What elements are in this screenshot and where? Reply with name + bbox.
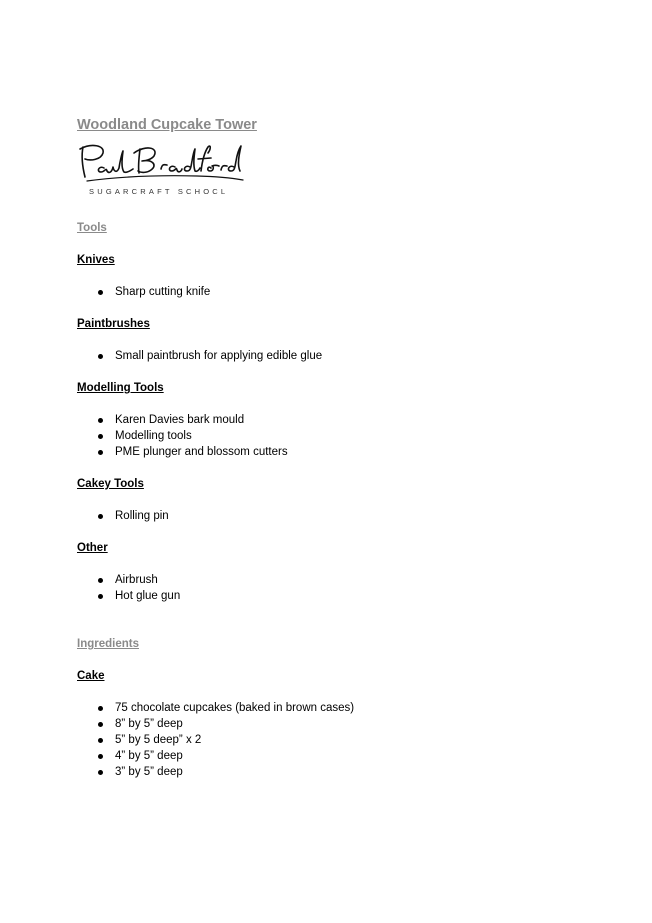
cakey-tools-heading: Cakey Tools <box>77 478 144 490</box>
bullet-icon <box>98 354 103 359</box>
bullet-icon <box>98 418 103 423</box>
modelling-tools-list <box>96 412 288 460</box>
signature-graphic <box>77 141 247 185</box>
cake-list <box>96 700 354 780</box>
modelling-tools-heading: Modelling Tools <box>77 382 164 394</box>
knives-heading: Knives <box>77 254 115 266</box>
list-item: 8” by 5” deep <box>96 716 354 732</box>
logo-subtitle: SUGARCRAFT SCHOCL <box>89 187 229 196</box>
bullet-icon <box>98 450 103 455</box>
ingredients-heading: Ingredients <box>77 638 139 650</box>
paintbrushes-list <box>96 348 322 364</box>
tools-heading: Tools <box>77 222 107 234</box>
list-item: Sharp cutting knife <box>96 284 210 300</box>
cakey-tools-list <box>96 508 169 524</box>
bullet-icon <box>98 706 103 711</box>
list-item: 75 chocolate cupcakes (baked in brown cases) <box>96 700 354 716</box>
list-item: 4” by 5” deep <box>96 748 354 764</box>
list-item: Hot glue gun <box>96 588 180 604</box>
bullet-icon <box>98 594 103 599</box>
bullet-icon <box>98 434 103 439</box>
list-item: PME plunger and blossom cutters <box>96 444 288 460</box>
other-list <box>96 572 180 604</box>
bullet-icon <box>98 754 103 759</box>
paul-bradford-logo <box>77 141 247 201</box>
document-title: Woodland Cupcake Tower <box>77 117 257 133</box>
bullet-icon <box>98 290 103 295</box>
list-item: Airbrush <box>96 572 180 588</box>
list-item: 3” by 5” deep <box>96 764 354 780</box>
other-heading: Other <box>77 542 108 554</box>
list-item: Rolling pin <box>96 508 169 524</box>
cake-heading: Cake <box>77 670 105 682</box>
list-item: Modelling tools <box>96 428 288 444</box>
list-item: Small paintbrush for applying edible glue <box>96 348 322 364</box>
bullet-icon <box>98 578 103 583</box>
list-item: 5” by 5 deep” x 2 <box>96 732 354 748</box>
bullet-icon <box>98 738 103 743</box>
knives-list <box>96 284 210 300</box>
list-item: Karen Davies bark mould <box>96 412 288 428</box>
bullet-icon <box>98 770 103 775</box>
paintbrushes-heading: Paintbrushes <box>77 318 150 330</box>
bullet-icon <box>98 514 103 519</box>
bullet-icon <box>98 722 103 727</box>
